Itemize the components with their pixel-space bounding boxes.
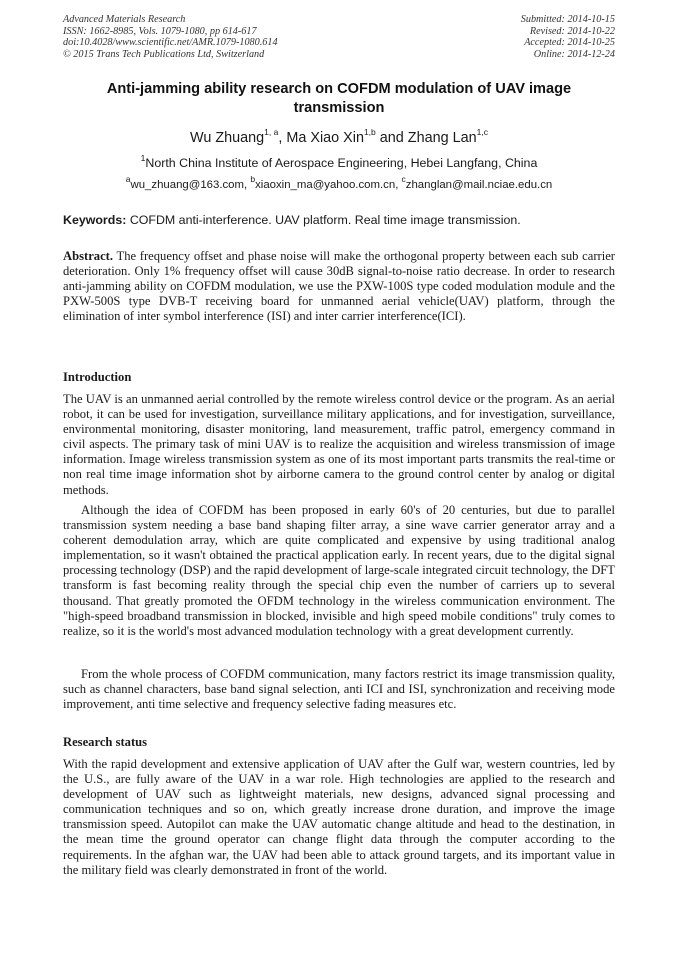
section-heading-research-status: Research status [63,735,148,749]
copyright-line: © 2015 Trans Tech Publications Ltd, Switzerland [63,48,265,60]
journal-info [63,14,278,60]
author-separator: , [278,130,287,146]
email-mark: c [401,174,406,185]
paper-title: Anti-jamming ability research on COFDM modulation of UAV image transmission [106,81,572,116]
author-name: Wu Zhuang [190,130,265,146]
author-list [63,129,615,147]
email-address[interactable]: xiaoxin_ma@yahoo.com.cn [255,179,396,191]
issn-line: ISSN: 1662-8985, Vols. 1079-1080, pp 614-617 [63,25,257,37]
paragraph-text: With the rapid development and extensive application of UAV after the Gulf war, western countries, led by the U.S., are fully aware of the UAV in a war role. High technologies are applied to the research and development of UAV such as lightweight materials, new designs, advanced signal processing and communication techniques and so on, which greatly increase drone duration, and improve the image transmission speed. Autopilot can make the UAV automatic change altitude and head to the destination, in the mean time the ground operator can change flight data through the computer according to the requirements. In the afghan war, the UAV had been able to attack ground targets, and its important value in the military field was clearly demonstrated in front of the world. [63,757,615,877]
submitted-date: Submitted: 2014-10-15 [520,14,615,25]
revised-date: Revised: 2014-10-22 [529,25,615,37]
journal-name: Advanced Materials Research [63,14,186,25]
affiliation-mark: 1 [140,152,146,163]
keywords-text: COFDM anti-interference. UAV platform. Real time image transmission. [129,213,521,227]
submission-dates [521,14,615,60]
email-mark: b [250,174,256,185]
paragraph-text: The UAV is an unmanned aerial controlled by the remote wireless control device or the program. As an aerial robot, it can be used for investigation, surveillance military applications, and for investigation, surveillance, environmental monitoring, disaster monitoring, land measurement, traffic patrol, emergency command in civil aspects. The primary task of mini UAV is to realize the acquisition and wireless transmission of image information. Image wireless transmission system as one of its most important parts transmits the real-time or non real time image information shot by airborne camera to the ground control center by analog or digital methods. [63,392,615,497]
intro-paragraph [63,392,615,498]
email-separator: , [395,179,402,191]
doi-line: doi:10.4028/www.scientific.net/AMR.1079-1080.614 [63,37,278,49]
paragraph-text: Although the idea of COFDM has been proposed in early 60's of 20 centuries, but due to parallel transmission system needing a base band shaping filter array, a sine wave carrier generator array and a coherent demodulation array, which are quite complicated and expensive by using traditional analog implementation, so it wasn't obtained the practical application early. In recent years, due to the digital signal processing technology (DSP) and the rapid development of large-scale integrated circuit technology, the DFT transform is fast becoming reality through the special chip even the number of carriers up to several thousand. That greatly promoted the OFDM technology in the wireless communication environment. The "high-speed broadband transmission in blocked, invisible and high speed mobile conditions" truly comes to realize, so it is the world's most advanced modulation technology with a great development currently. [63,503,615,638]
keywords [63,213,615,228]
email-address[interactable]: zhanglan@mail.nciae.edu.cn [405,179,553,191]
intro-paragraph [63,667,615,712]
author-affiliation-mark: 1,c [476,127,488,138]
email-address[interactable]: wu_zhuang@163.com [130,179,245,191]
author-separator: and [375,130,408,146]
abstract-text: The frequency offset and phase noise will make the orthogonal property between each sub carrier deterioration. Only 1% frequency offset will cause 30dB signal-to-noise ratio decrease. In order to research anti-jamming ability on COFDM modulation, we use the PXW-100S type coded modulation module and the PXW-500S type DVB-T receiving board for unmanned aerial vehicle(UAV) platform, through the elimination of inter symbol interference (ISI) and inter carrier interference(ICI). [63,249,616,324]
author-affiliation-mark: 1, a [264,127,279,138]
author-name: Zhang Lan [407,130,477,146]
paragraph-text: From the whole process of COFDM communication, many factors restrict its image transmission quality, such as channel characters, base band signal selection, anti ICI and ISI, synchronization and receiving mode improvement, anti time selective and frequency selective fading measures etc. [63,667,615,712]
research-status-paragraph [63,757,615,878]
online-date: Online: 2014-12-24 [533,48,615,60]
email-mark: a [125,174,131,185]
keywords-label: Keywords: [63,213,127,227]
affiliation-text: North China Institute of Aerospace Engineering, Hebei Langfang, China [145,156,538,170]
intro-paragraph [63,503,615,639]
email-separator: , [244,179,251,191]
author-emails [63,174,615,193]
abstract-label: Abstract. [63,249,114,263]
abstract [63,249,615,324]
section-heading-introduction: Introduction [63,370,132,384]
author-affiliation-mark: 1,b [363,127,376,138]
affiliation [63,152,615,171]
author-name: Ma Xiao Xin [286,130,364,146]
accepted-date: Accepted: 2014-10-25 [524,37,615,49]
